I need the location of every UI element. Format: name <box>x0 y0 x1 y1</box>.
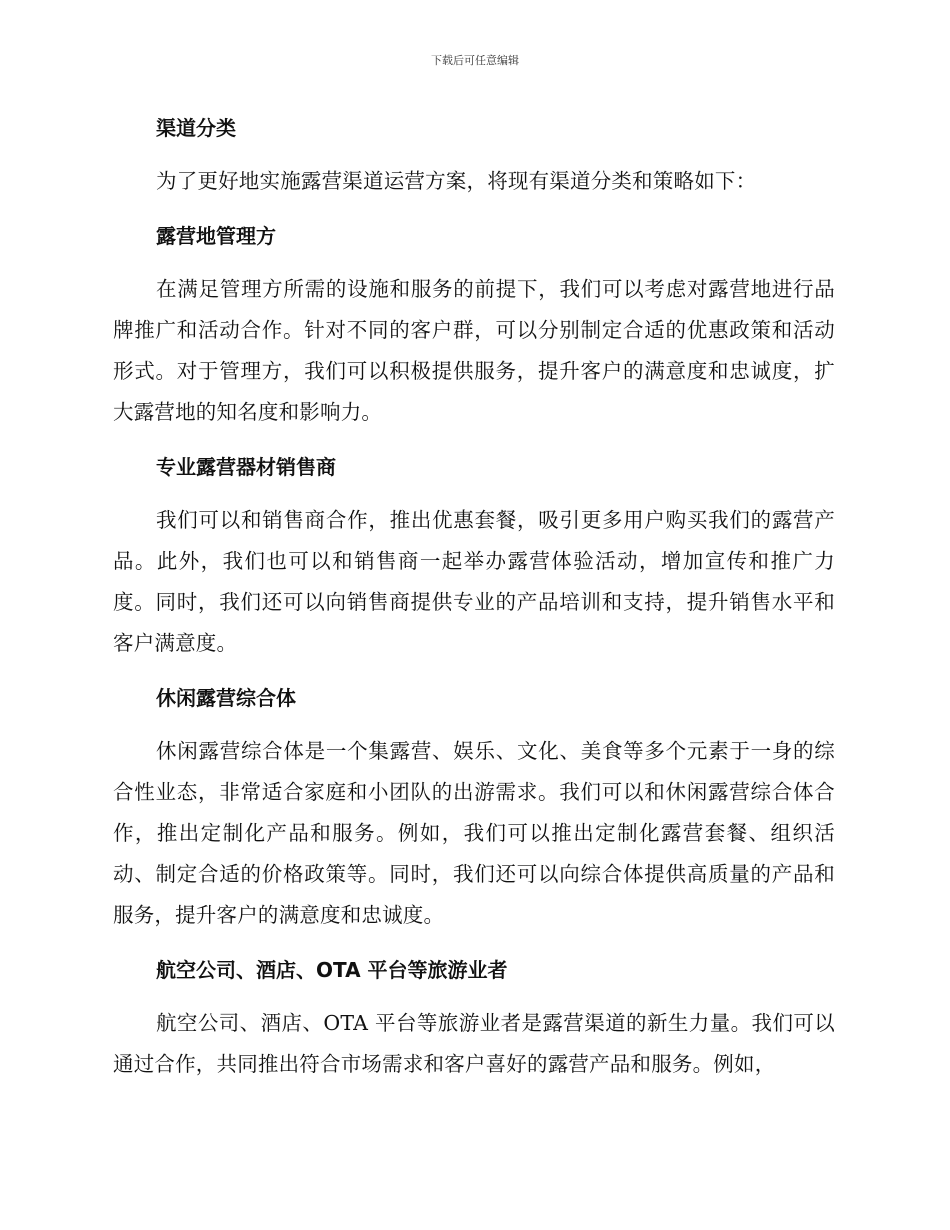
page-header: 下载后可任意编辑 <box>431 54 519 67</box>
section-channel-classification <box>113 108 835 202</box>
section-leisure-complex <box>113 678 835 936</box>
section-heading: 休闲露营综合体 <box>156 686 296 710</box>
section-heading: 航空公司、酒店、OTA 平台等旅游业者 <box>156 958 508 982</box>
section-paragraph: 为了更好地实施露营渠道运营方案，将现有渠道分类和策略如下： <box>156 169 757 193</box>
section-heading: 专业露营器材销售商 <box>156 455 336 479</box>
document-body <box>113 108 835 1085</box>
section-campsite-management <box>113 216 835 433</box>
section-paragraph: 我们可以和销售商合作，推出优惠套餐，吸引更多用户购买我们的露营产品。此外，我们也可以和销售商一起举办露营体验活动，增加宣传和推广力度。同时，我们还可以向销售商提供专业的产品培训和支持，提升销售水平和客户满意度。 <box>113 508 835 655</box>
section-heading: 渠道分类 <box>156 116 236 140</box>
section-heading: 露营地管理方 <box>156 224 276 248</box>
section-equipment-sellers <box>113 447 835 664</box>
section-paragraph: 在满足管理方所需的设施和服务的前提下，我们可以考虑对露营地进行品牌推广和活动合作。针对不同的客户群，可以分别制定合适的优惠政策和活动形式。对于管理方，我们可以积极提供服务，提升客户的满意度和忠诚度，扩大露营地的知名度和影响力。 <box>113 277 835 424</box>
section-paragraph: 休闲露营综合体是一个集露营、娱乐、文化、美食等多个元素于一身的综合性业态，非常适合家庭和小团队的出游需求。我们可以和休闲露营综合体合作，推出定制化产品和服务。例如，我们可以推出定制化露营套餐、组织活动、制定合适的价格政策等。同时，我们还可以向综合体提供高质量的产品和服务，提升客户的满意度和忠诚度。 <box>113 739 835 927</box>
section-travel-operators <box>113 950 835 1085</box>
section-paragraph: 航空公司、酒店、OTA 平台等旅游业者是露营渠道的新生力量。我们可以通过合作，共同推出符合市场需求和客户喜好的露营产品和服务。例如， <box>113 1011 835 1076</box>
